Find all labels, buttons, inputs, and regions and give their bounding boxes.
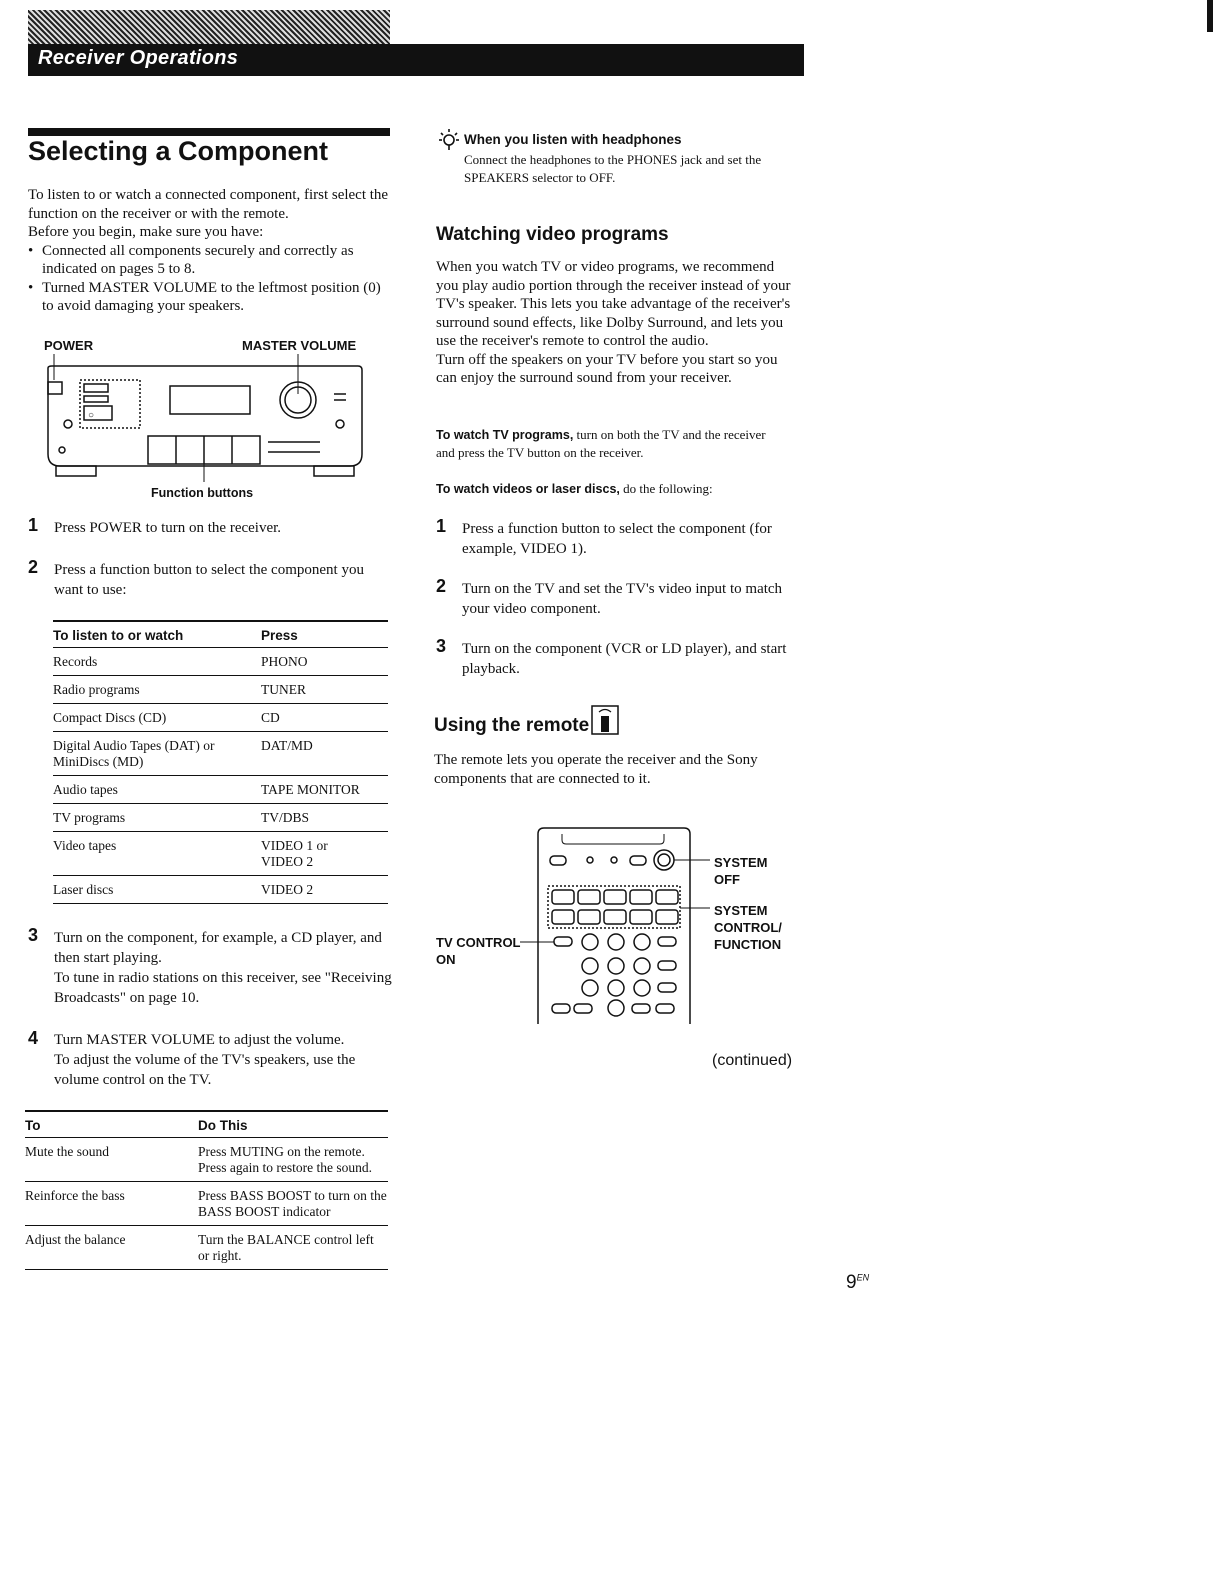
remote-heading: Using the remote [434,715,590,736]
tv-instruction [436,426,766,462]
table-cell: Press MUTING on the remote. Press again to restore the sound. [198,1138,388,1182]
step-text: Press POWER to turn on the receiver. [54,520,282,536]
vid-text: do the following: [619,481,713,496]
label-power: POWER [44,338,94,353]
page-title: Selecting a Component [28,136,329,166]
edge-mark [1207,0,1213,32]
step-note: To tune in radio stations on this receiver, see "Receiving Broadcasts" on page 10. [54,970,392,1006]
step-number: 1 [436,516,447,536]
tv-lead: To watch TV programs, [436,428,574,442]
table-cell: Records [53,648,261,676]
remote-illustration [520,824,720,1026]
tip-text: Connect the headphones to the PHONES jack and set the SPEAKERS selector to OFF. [464,152,762,185]
step-text [54,928,392,1008]
table-row [53,876,388,904]
table-header: Press [261,621,388,648]
step-note: To adjust the volume of the TV's speakers, use the volume control on the TV. [54,1052,356,1088]
table-row [53,832,388,876]
intro-text: To listen to or watch a connected component, first select the function on the receiver or with the remote. [28,187,389,222]
remote-control-icon [590,704,620,736]
page-number [846,1272,869,1294]
step-number: 1 [28,515,39,535]
table-cell: PHONO [261,648,388,676]
step-number: 3 [436,636,447,656]
table-cell: Mute the sound [25,1138,198,1182]
continued-note: (continued) [712,1052,793,1069]
step-text: Press a function button to select the component you want to use: [54,562,364,598]
table-cell: TV programs [53,804,261,832]
table-cell: Turn the BALANCE control left or right. [198,1226,388,1270]
table-row [53,676,388,704]
lightbulb-tip-icon [438,128,460,152]
table-header: Do This [198,1111,388,1138]
intro-lead: Before you begin, make sure you have: [28,224,264,240]
video-instruction [436,480,766,498]
table-cell: Reinforce the bass [25,1182,198,1226]
table-header: To listen to or watch [53,621,261,648]
tip-title: When you listen with headphones [464,132,682,147]
header-texture [28,10,390,46]
label-function-buttons: Function buttons [151,486,254,500]
table-row [53,648,388,676]
table-cell: TUNER [261,676,388,704]
table-cell: Digital Audio Tapes (DAT) or MiniDiscs (MD) [53,732,261,776]
step-text [54,1030,392,1090]
component-table [53,620,388,904]
table-cell: Press BASS BOOST to turn on the BASS BOOST indicator [198,1182,388,1226]
page-number-digit: 9 [846,1272,857,1293]
table-row [53,704,388,732]
label-system-control [714,902,782,953]
table-cell: Compact Discs (CD) [53,704,261,732]
table-cell: DAT/MD [261,732,388,776]
table-cell: Adjust the balance [25,1226,198,1270]
table-cell: Laser discs [53,876,261,904]
label-line: OFF [714,872,740,887]
adjust-table [25,1110,388,1270]
page-suffix: EN [856,1272,870,1283]
svg-text:○: ○ [88,410,95,421]
table-cell: VIDEO 2 [261,876,388,904]
table-cell: TV/DBS [261,804,388,832]
tv-text: turn on both the TV and the receiver and press the TV button on the receiver. [436,427,766,460]
section-title: Receiver Operations [38,47,239,69]
table-row [53,804,388,832]
video-para: Turn off the speakers on your TV before you start so you can enjoy the surround sound from your receiver. [436,351,778,386]
step-number: 4 [28,1028,39,1048]
title-rule [28,128,390,136]
step-text: Turn on the TV and set the TV's video input to match your video component. [462,581,783,617]
table-row [25,1182,388,1226]
table-cell: Radio programs [53,676,261,704]
step-number: 3 [28,925,39,945]
table-cell: Video tapes [53,832,261,876]
video-body [436,258,796,388]
label-line: TV CONTROL [436,935,521,950]
video-heading: Watching video programs [436,224,669,245]
vid-lead: To watch videos or laser discs, [436,482,620,496]
label-line: ON [436,952,456,967]
bullet-item: • Turned MASTER VOLUME to the leftmost position (0) to avoid damaging your speakers. [28,279,393,316]
table-cell: Audio tapes [53,776,261,804]
step-number: 2 [436,576,447,596]
step-text: Turn on the component (VCR or LD player), and start playback. [462,641,787,677]
step-text: Press a function button to select the component (for example, VIDEO 1). [462,521,772,557]
label-system-off [714,854,767,888]
table-cell: TAPE MONITOR [261,776,388,804]
step-main: Turn on the component, for example, a CD player, and then start playing. [54,930,382,966]
table-row [53,732,388,776]
table-cell: VIDEO 1 or VIDEO 2 [261,832,388,876]
video-para: When you watch TV or video programs, we recommend you play audio portion through the receiver instead of your TV's speaker. This lets you take advantage of the receiver's surround sound effects, like Dolby Surround, and lets you use the receiver's remote to control the audio. [436,259,791,349]
receiver-illustration [40,354,370,484]
intro-block [28,186,393,316]
step-number: 2 [28,557,39,577]
table-header: To [25,1111,198,1138]
step-main: Turn MASTER VOLUME to adjust the volume. [54,1032,345,1048]
label-tv-control [436,934,521,968]
label-master-volume: MASTER VOLUME [242,338,357,353]
remote-body: The remote lets you operate the receiver and the Sony components that are connected to it. [434,752,758,787]
label-line: SYSTEM [714,903,768,918]
bullet-item: • Connected all components securely and correctly as indicated on pages 5 to 8. [28,242,393,279]
table-row [53,776,388,804]
table-row [25,1138,388,1182]
table-row [25,1226,388,1270]
label-line: FUNCTION [714,937,782,952]
label-line: CONTROL/ [714,920,782,935]
table-cell: CD [261,704,388,732]
label-line: SYSTEM [714,855,768,870]
